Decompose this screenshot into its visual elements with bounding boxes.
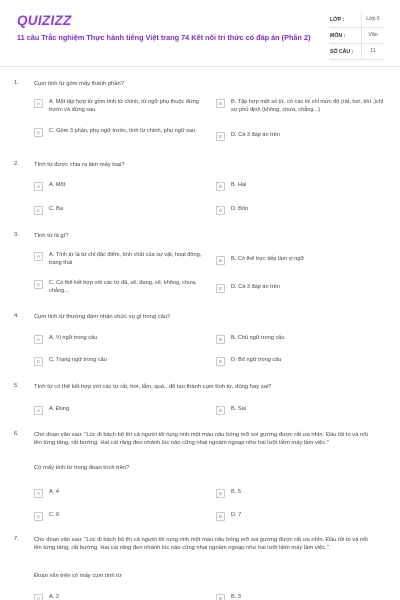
option-a[interactable] xyxy=(34,488,209,498)
option-letter: A xyxy=(34,252,43,261)
option-a[interactable] xyxy=(34,181,209,191)
option-c[interactable] xyxy=(34,511,209,521)
option-text: C. Gồm 3 phần, phụ ngữ trước, tính từ chính, phụ ngữ sau xyxy=(49,128,196,134)
option-letter: C xyxy=(34,280,43,289)
option-b[interactable] xyxy=(216,488,391,498)
option-letter: B xyxy=(216,335,225,344)
option-text: A. Một tập hợp từ gồm tính từ chính, từ ngữ phụ thuộc đứng trước và đứng sau xyxy=(49,99,199,113)
question-text: Tính từ là gì? xyxy=(34,233,69,239)
question-number: 2. xyxy=(14,161,19,167)
meta-box xyxy=(330,12,384,60)
question-text: Cho đoạn văn sau: "Lúc đi bách bộ thì cả người tôi rung rinh một màu nâu bóng mỡ soi gương được rất ưa nhìn. Đầu tôi to và nổi lên từng tảng, rất bướng. Hai cái răng đen nhánh lúc nào cũng nhai ngoàm ngoạp như hai lưỡi liềm máy làm việc." xyxy=(34,432,368,446)
option-text: B. Hai xyxy=(231,182,247,188)
option-d[interactable] xyxy=(216,205,391,215)
option-text: D. Cả 3 đáp án trên xyxy=(231,132,280,138)
meta-label: MÔN : xyxy=(330,32,346,39)
question-subtext: Đoạn văn trên có mấy cụm tính từ xyxy=(34,573,122,579)
question-number: 7. xyxy=(14,536,19,542)
option-d[interactable] xyxy=(216,283,391,293)
option-text: C. Có thể kết hợp với các từ đã, sẽ, đang, sẽ, không, chưa, chẳng... xyxy=(49,280,197,294)
option-letter: B xyxy=(216,594,225,600)
option-text: D. Bổ ngữ trong câu xyxy=(231,357,282,363)
option-b[interactable] xyxy=(216,593,391,600)
option-a[interactable] xyxy=(34,593,209,600)
question-number: 1. xyxy=(14,80,19,86)
question-subtext: Có mấy tính từ trong đoạn trích trên? xyxy=(34,465,130,471)
option-letter: D xyxy=(216,284,225,293)
option-letter: D xyxy=(216,206,225,215)
option-b[interactable] xyxy=(216,98,391,114)
option-letter: B xyxy=(216,182,225,191)
meta-row-grade xyxy=(330,12,384,28)
meta-value: Lớp 6 xyxy=(361,12,384,27)
option-text: B. Tập hợp một số từ, có các từ chỉ mức độ (rất, hơi, khí..)chỉ sự phủ định (không, chưa, chẳng...) xyxy=(231,99,384,113)
option-a[interactable] xyxy=(34,334,209,344)
option-text: D. Bốn xyxy=(231,206,249,212)
option-a[interactable] xyxy=(34,98,209,114)
worksheet-title: 11 câu Trắc nghiệm Thực hành tiếng Việt trang 74 Kết nối tri thức có đáp án (Phần 2) xyxy=(17,33,311,42)
option-text: B. Chủ ngữ trong câu xyxy=(231,335,285,341)
option-letter: A xyxy=(34,489,43,498)
option-text: C. 6 xyxy=(49,512,60,518)
option-b[interactable] xyxy=(216,255,391,265)
option-letter: C xyxy=(34,512,43,521)
option-b[interactable] xyxy=(216,181,391,191)
option-letter: A xyxy=(34,406,43,415)
option-b[interactable] xyxy=(216,334,391,344)
question-number: 6. xyxy=(14,431,19,437)
quizizz-logo: QUIZIZZ xyxy=(17,13,72,28)
option-letter: B xyxy=(216,256,225,265)
option-text: A. Đúng xyxy=(49,406,70,412)
option-letter: D xyxy=(216,132,225,141)
option-letter: A xyxy=(34,99,43,108)
option-text: B. 5 xyxy=(231,489,241,495)
option-text: A. Tính từ là từ chỉ đặc điểm, tính chất của sự vật, hoạt động, trạng thái xyxy=(49,252,202,266)
option-letter: D xyxy=(216,357,225,366)
option-letter: A xyxy=(34,182,43,191)
header-divider xyxy=(0,66,400,67)
question-text: Tính từ được chia ra làm mấy loại? xyxy=(34,162,125,168)
option-text: B. 3 xyxy=(231,594,241,600)
option-letter: B xyxy=(216,99,225,108)
option-a[interactable] xyxy=(34,251,209,267)
meta-value: 11 xyxy=(361,44,384,59)
option-b[interactable] xyxy=(216,405,391,415)
option-c[interactable] xyxy=(34,127,209,137)
meta-row-count xyxy=(330,44,384,60)
option-text: D. 7 xyxy=(231,512,242,518)
option-text: B. Có thể trực tiếp làm vị ngữ xyxy=(231,256,305,262)
option-letter: B xyxy=(216,489,225,498)
option-letter: A xyxy=(34,594,43,600)
option-c[interactable] xyxy=(34,205,209,215)
option-c[interactable] xyxy=(34,279,209,295)
question-number: 4. xyxy=(14,313,19,319)
option-letter: D xyxy=(216,512,225,521)
meta-label: LỚP : xyxy=(330,16,345,23)
option-text: B. Sai xyxy=(231,406,246,412)
option-d[interactable] xyxy=(216,131,391,141)
option-text: A. Vị ngữ trong câu xyxy=(49,335,98,341)
question-number: 3. xyxy=(14,232,19,238)
option-letter: A xyxy=(34,335,43,344)
option-text: C. Trạng ngữ trong câu xyxy=(49,357,107,363)
option-text: A. 2 xyxy=(49,594,59,600)
header xyxy=(0,0,400,64)
question-text: Cụm tính từ thường đảm nhận chức vụ gì trong câu? xyxy=(34,314,171,320)
question-text: Tính từ có thể kết hợp với các từ rất, hơi, lắm, quá...để tạo thành cụm tính từ, đúng hay sai? xyxy=(34,384,272,390)
meta-label: SỐ CÂU : xyxy=(330,48,354,55)
option-letter: C xyxy=(34,128,43,137)
question-number: 5. xyxy=(14,383,19,389)
option-letter: B xyxy=(216,406,225,415)
option-text: D. Cả 3 đáp án trên xyxy=(231,284,280,290)
question-text: Cụm tính từ gồm mấy thành phần? xyxy=(34,81,124,87)
option-a[interactable] xyxy=(34,405,209,415)
option-letter: C xyxy=(34,206,43,215)
option-c[interactable] xyxy=(34,356,209,366)
option-text: C. Ba xyxy=(49,206,63,212)
option-text: A. Một xyxy=(49,182,66,188)
question-text: Cho đoạn văn sau: "Lúc đi bách bộ thì cả người tôi rung rinh một màu nâu bóng mỡ soi gương được rất ưa nhìn. Đầu tôi to và nổi lên từng tảng, rất bướng. Hai cái răng đen nhánh lúc nào cũng nhai ngoàm ngoạp như hai lưỡi liềm máy làm việc." xyxy=(34,537,368,551)
option-letter: C xyxy=(34,357,43,366)
meta-value: Văn xyxy=(361,28,384,43)
option-d[interactable] xyxy=(216,356,391,366)
option-d[interactable] xyxy=(216,511,391,521)
option-text: A. 4 xyxy=(49,489,59,495)
meta-row-subject xyxy=(330,28,384,44)
